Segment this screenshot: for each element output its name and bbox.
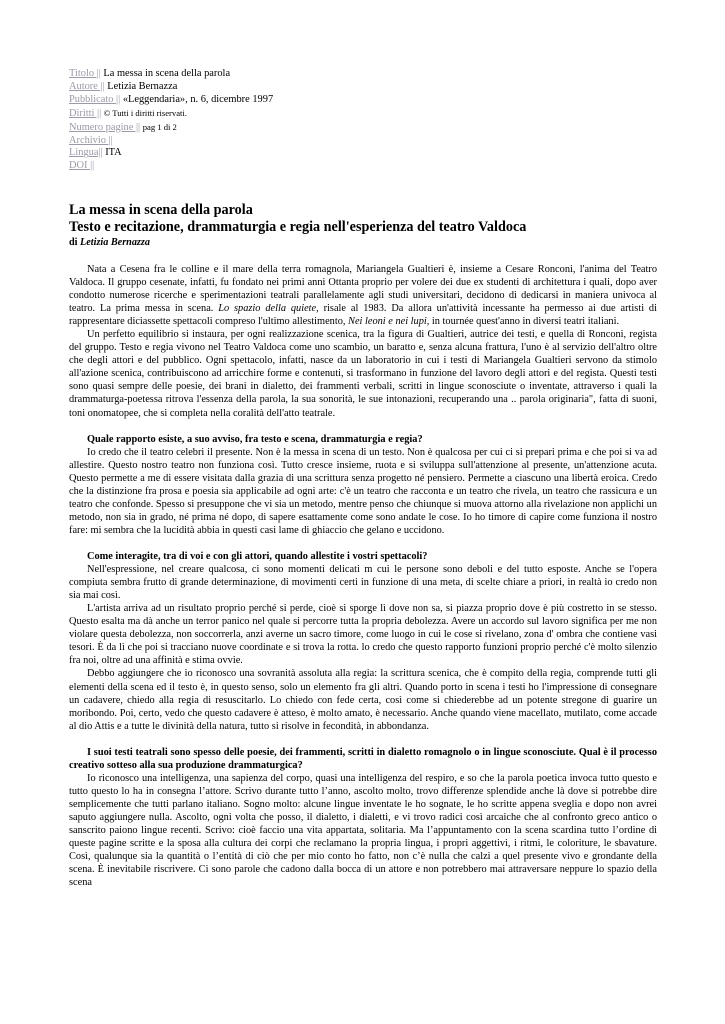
byline-author: Letizia Bernazza — [80, 237, 150, 248]
body-paragraph — [69, 772, 657, 889]
metadata-block — [69, 68, 273, 173]
interview-question — [69, 433, 657, 446]
meta-label-link[interactable]: Lingua|| — [69, 147, 103, 159]
paragraph-text: Nell'espressione, nel creare qualcosa, ci sono momenti delicati m cui le persone sono deboli e del tutto esposte. Anche se l'opera compiuta sembra frutto di grande determinazione, di movimenti certi in funzione di una meta, di scelte chiare a priori, in realtà io credo non sia mai così. — [69, 564, 657, 602]
meta-label-link[interactable]: Titolo || — [69, 68, 101, 79]
paragraph-text: L'artista arriva ad un risultato proprio perché si perde, cioè si sporge lì dove non sa, si piazza proprio dove è più costretto in se stesso. Questo esalta ma dà anche un terror panico nel quale si percorre tutta la propria debolezza. Avere un accordo sul lavoro significa per me non violare questa debolezza, non soccorrerla, anzi averne un sacro timore, come luogo in cui le cose si rivelano, zona d' ombra che contiene vasi tesori. È da lì che poi si tracciano nuove coordinate e si trova la rotta. lo credo che questo rapporto funzioni proprio perché c'è molto silenzio fra noi, oltre ad una affinità e stima ovvie. — [69, 603, 657, 667]
paragraph-text: Quale rapporto esiste, a suo avviso, fra testo e scena, drammaturgia e regia? — [87, 433, 423, 445]
italic-title-text: Lo spazio della quiete, — [218, 303, 319, 315]
meta-value: ITA — [105, 147, 122, 159]
article-body — [69, 263, 657, 889]
body-paragraph — [69, 328, 657, 419]
meta-label-link[interactable]: Diritti || — [69, 107, 102, 119]
body-paragraph — [69, 602, 657, 667]
meta-value: Letizia Bernazza — [107, 80, 178, 92]
paragraph-text: Io riconosco una intelligenza, una sapienza del corpo, quasi una intelligenza del respiro, e so che la parola poetica invoca tutto questo e tutto questo lo ha in consegna l’attore. Scrivo durante tutto l’anno, ascolto molto, trovo differenze splendide anche là dove si potrebbe dire semplicemente che tutti parlano italiano. Sogno molto: alcune lingue inventate le ho sognate, le ho scritte appena sveglia e dopo non avrei saputo aggiungere nulla. Ascolto, ogni volta che posso, il dialetto, i dialetti, e vi trovo radici così arcaiche che al confronto greco antico o sanscrito paiono lingue recenti. Scrivo: cioè faccio una vita appartata, solitaria. Ma l’appuntamento con la scena scardina tutto l’ordine di queste pagine scritte e la sposa alla cultura dei corpi che reclamano la propria lingua, i propri aggettivi, i ritmi, le coloriture, le sbavature. Così, qualunque sia la quantità o l’entità di ciò che per mio conto ho fatto, non c’è nulla che calzi a quel presente vivo e grondante della scena. È inevitabile riscrivere. Ci sono parole che cadono dalla bocca di un attore e non potrebbero mai attraversare neppure lo spazio della scena — [69, 772, 657, 889]
article-heading — [69, 202, 669, 249]
meta-label-link[interactable]: Pubblicato || — [69, 93, 121, 105]
byline-prefix: di — [69, 237, 81, 248]
paragraph-text: Un perfetto equilibrio si instaura, per ogni realizzazione scenica, tra la figura di Gualtieri, autrice dei testi, e quella di Ronconi, regista del gruppo. Testo e regia vivono nel Teatro Valdoca come uno scambio, un baratto e, senza alcuna frattura, l'uno è al servizio dell'altro oltre che degli attori e del pubblico. Ogni spettacolo, infatti, nasce da un laboratorio in cui i testi di Mariangela Gualtieri servono da stimolo all'azione scenica, contribuiscono ad arricchire forme e contenuti, si trasformano in funzione del lavoro degli attori e del regista. Questi testi sono quasi sempre delle poesie, dei brani in dialetto, dei frammenti verbali, scritti in lingue sconosciute o inventate, attraverso i quali la drammaturga-poetessa ritrova l'essenza della parola, la sua sonorità, le sue intonazioni, recuperando una .. parola originaria", fatta di suoni, toni onomatopee, che si completa nella coralità dell'atto teatrale. — [69, 329, 657, 419]
meta-label-link[interactable]: Numero pagine || — [69, 121, 141, 133]
article-byline — [69, 236, 669, 249]
meta-row — [69, 107, 273, 121]
meta-row — [69, 94, 273, 107]
meta-value: pag 1 di 2 — [142, 121, 177, 132]
body-paragraph — [69, 667, 657, 732]
body-paragraph — [69, 563, 657, 602]
meta-row — [69, 160, 273, 173]
paragraph-text: in tournée quest'anno in diversi teatri italiani. — [429, 316, 620, 328]
italic-title-text: Nei leoni e nei lupi, — [348, 316, 430, 328]
meta-label-link[interactable]: Autore || — [69, 80, 105, 92]
meta-label-link[interactable]: DOI || — [69, 160, 95, 172]
paragraph-text: Nata a Cesena fra le colline e il mare della terra romagnola, Mariangela Gualtieri è, insieme a Cesare Ronconi, l'anima del Teatro Valdoca. Il gruppo cesenate, infatti, fu fondato nei primi anni Ottanta proprio per volere dei due ex studenti di architettura i quali, dopo aver condotto numerose ricerche e sperimentazioni teatrali parallelamente agli studi universitari, decidono di dedicarsi in maniera univoca al teatro. La prima messa in scena. — [69, 264, 657, 315]
meta-row — [69, 68, 273, 81]
paragraph-text: I suoi testi teatrali sono spesso delle poesie, dei frammenti, scritti in dialetto romagnolo o in lingue sconosciute. Qual è il processo creativo sotteso alla sua produzione drammaturgica? — [69, 746, 657, 771]
meta-row — [69, 121, 273, 135]
paragraph-text: Debbo aggiungere che io riconosco una sovranità assoluta alla regia: la scrittura scenica, che è compito della regia, comprende tutti gli elementi della scena ed il testo è, in questo senso, solo un elemento fra gli altri. Quando porto in scena i testi ho l'impressione di consegnare un cadavere, chiedo alla regia di resuscitarlo. Lo chiedo con fede certa, così come si chiederebbe ad un potente stregone di guarire un moribondo. Poi, certo, vedo che questo cadavere è atteso, è molto amato, è necessario. Anche quando viene macellato, mutilato, come accade al dio Attis e a tutte le divinità della natura, tutto si risolve in fecondità, in abbondanza. — [69, 668, 657, 732]
meta-value: La messa in scena della parola — [103, 68, 231, 79]
meta-row — [69, 81, 273, 94]
paragraph-text: Come interagite, tra di voi e con gli attori, quando allestite i vostri spettacoli? — [87, 551, 428, 563]
interview-question — [69, 746, 657, 772]
paragraph-text: risale al 1983. Da allora un'attività incessante ha permesso ai due artisti di rappresentare diciassette spettacoli compreso l'ultimo allestimento, — [69, 303, 657, 328]
meta-row — [69, 135, 273, 148]
body-paragraph — [69, 263, 657, 328]
meta-label-link[interactable]: Archivio || — [69, 134, 113, 146]
article-title: La messa in scena della parola — [69, 202, 253, 218]
paragraph-text: Io credo che il teatro celebri il presente. Non è la messa in scena di un testo. Non è qualcosa per cui ci si prepari prima e che poi si va ad allestire. Questo nostro teatro non funziona così. Tutto cresce insieme, ruota e si sviluppa sull'attenzione al presente, un'attenzione acuta. Questo permette a me di essere visitata dalla grazia di una scrittura senza progetto né pensiero. Permette a ciascuno una libertà eroica. Credo che la distinzione fra prosa e poesia sia applicabile ad ogni arte: c'è un teatro che racconta e un teatro che rivela, un teatro che rassicura e un teatro che confonde. Spesso si presuppone che vi sia un metodo, mentre penso che chiunque si muova attorno alla rivelazione non applichi un metodo, non sia in grado, né prima né dopo, di sapere esattamente come sono andate le cose. Io ho timore di capire come funziona il nostro fare: mi sembra che la lucidità abbia in questi casi lame di ghiaccio che gelano e uccidono. — [69, 446, 657, 536]
meta-value: © Tutti i diritti riservati. — [103, 107, 187, 118]
article-subtitle: Testo e recitazione, drammaturgia e regia nell'esperienza del teatro Valdoca — [69, 219, 527, 235]
interview-question — [69, 550, 657, 563]
body-paragraph — [69, 446, 657, 537]
meta-row — [69, 147, 273, 160]
meta-value: «Leggendaria», n. 6, dicembre 1997 — [122, 93, 274, 105]
